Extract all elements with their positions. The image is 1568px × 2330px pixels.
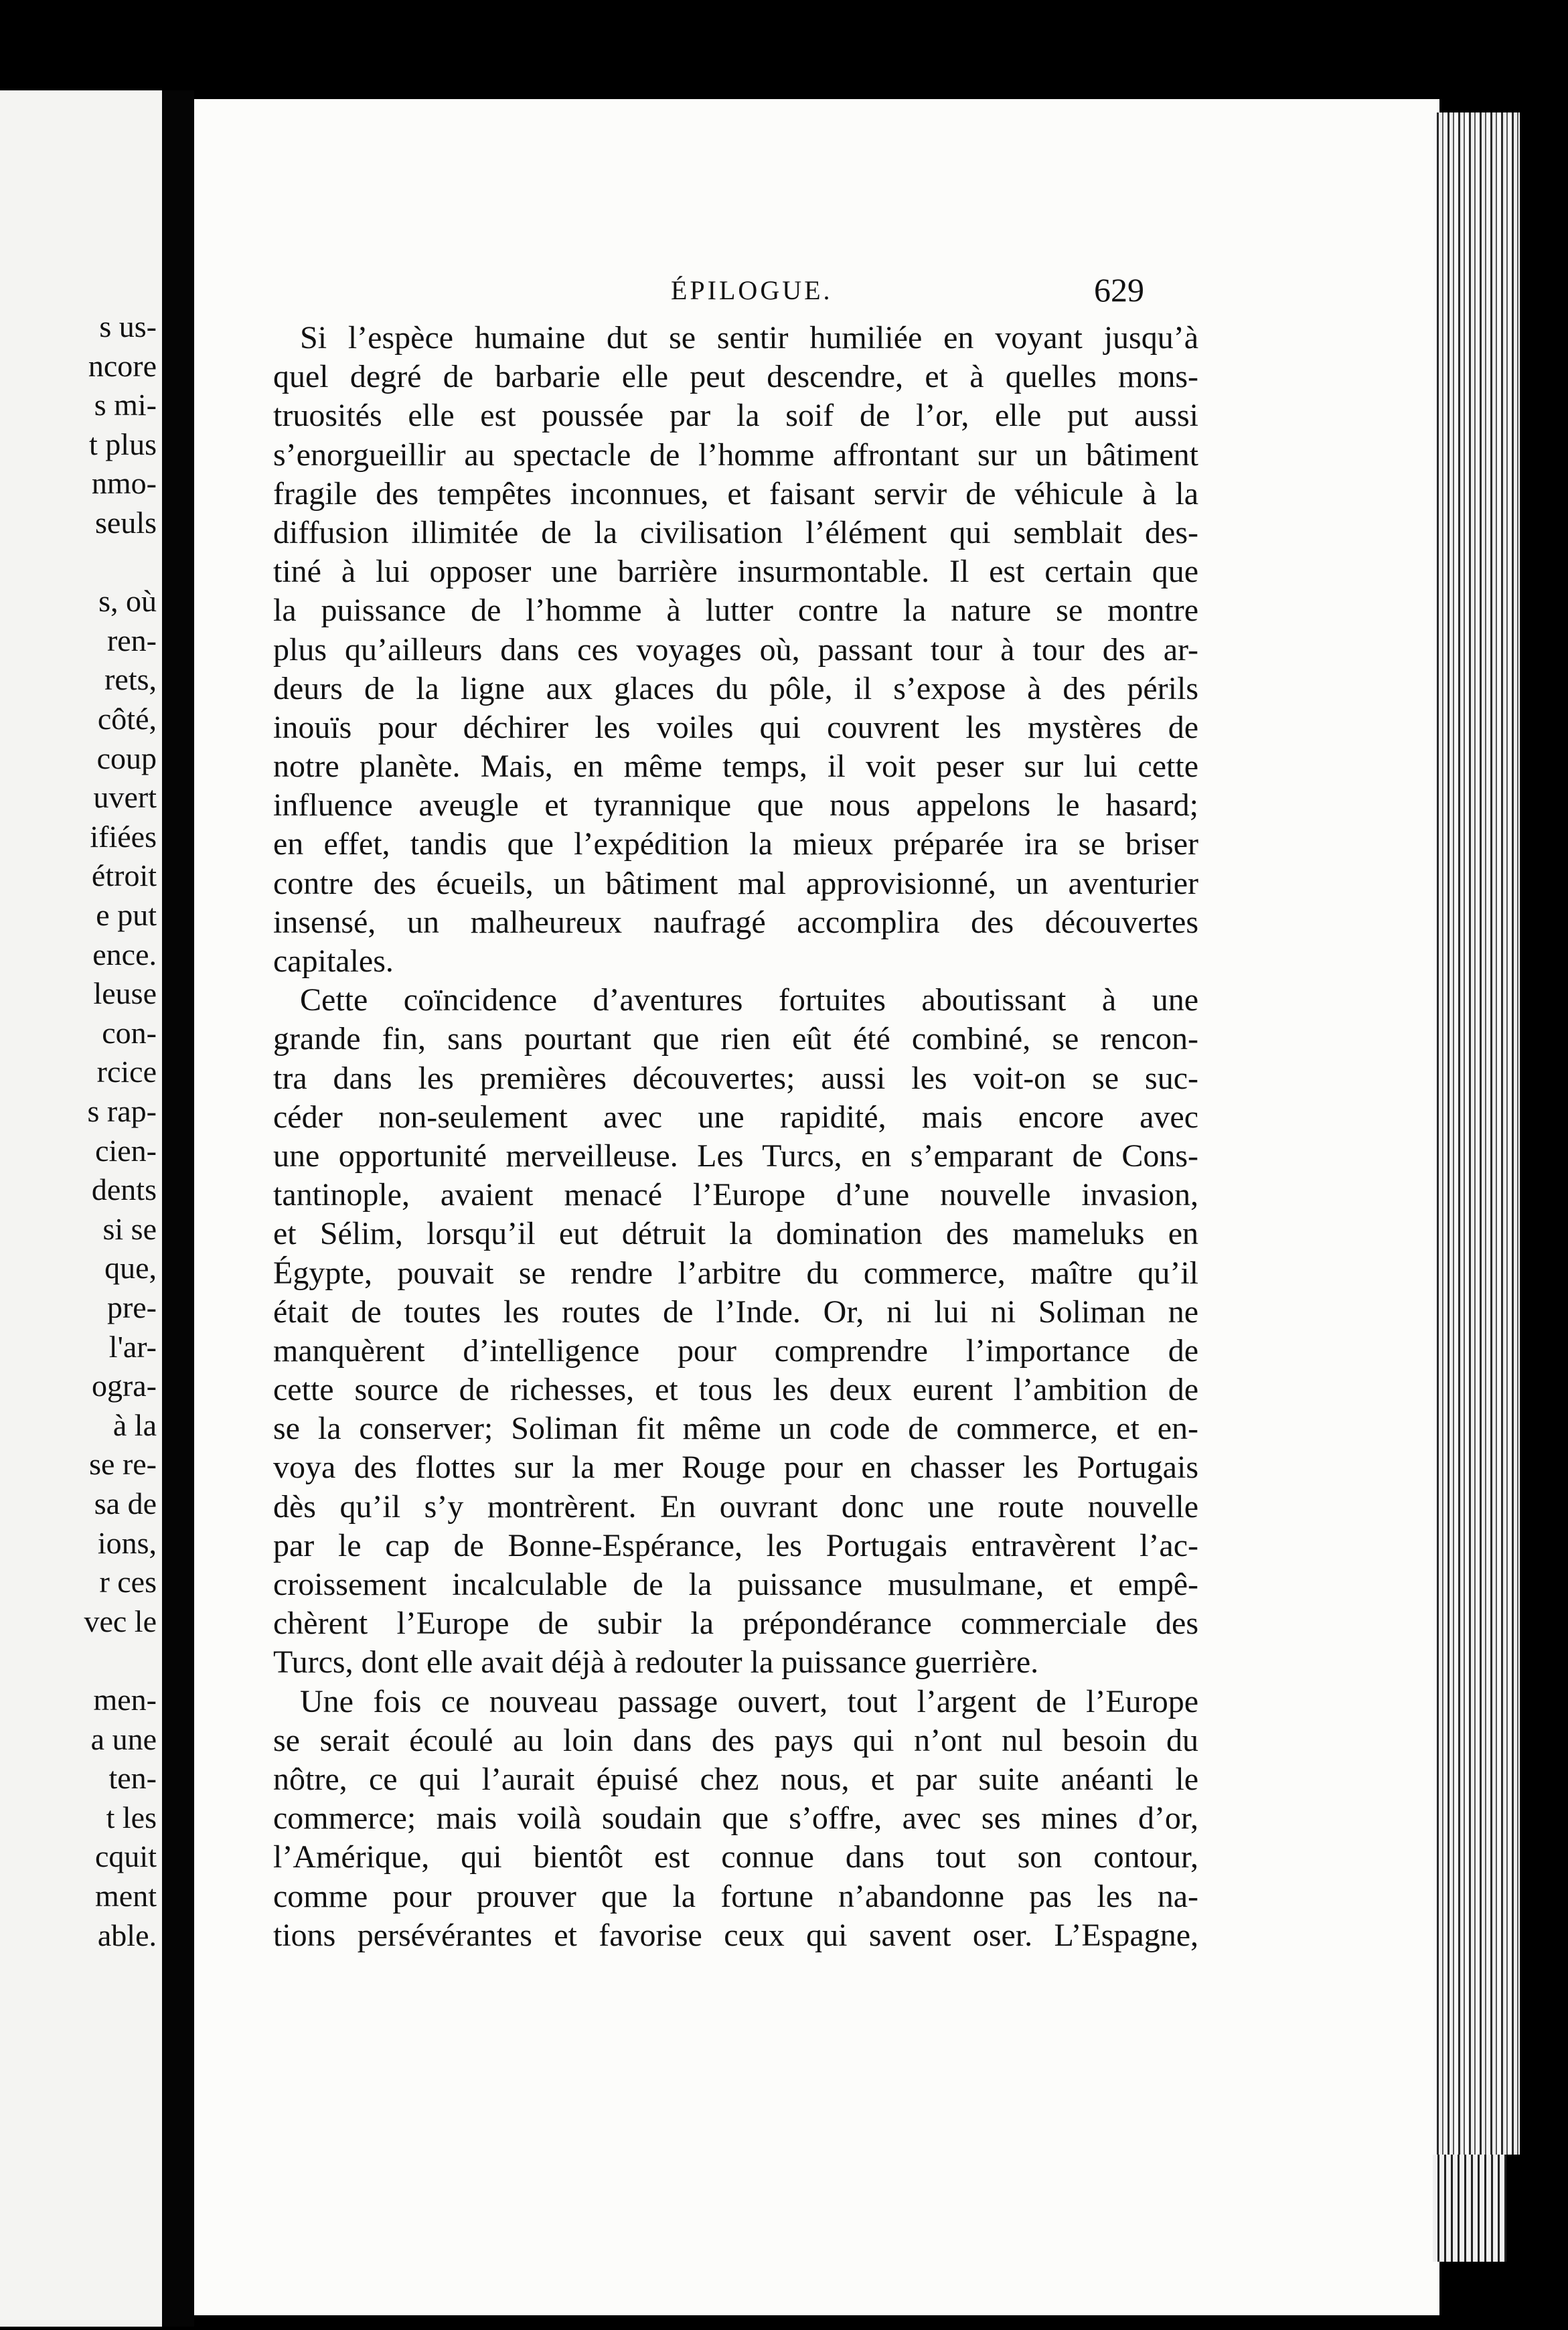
text-line: tions persévérantes et favorise ceux qui savent oser. L’Espagne,: [273, 1917, 1198, 1953]
previous-page-line: ncore: [88, 348, 157, 383]
previous-page-line: r ces: [99, 1565, 157, 1600]
text-line: insensé, un malheureux naufragé accomplira des découvertes: [273, 904, 1198, 940]
text-line: la puissance de l’homme à lutter contre la nature se montre: [273, 593, 1198, 629]
previous-page-line: con-: [102, 1015, 157, 1050]
previous-page-line: seuls: [95, 506, 157, 540]
previous-page-line: ten-: [108, 1761, 157, 1796]
previous-page-line: s rap-: [87, 1094, 157, 1128]
previous-page-line: sa de: [94, 1486, 157, 1521]
previous-page-line: rcice: [96, 1055, 157, 1089]
text-line: inouïs pour déchirer les voiles qui couvrent les mystères de: [273, 709, 1198, 745]
text-line: deurs de la ligne aux glaces du pôle, il s’expose à des périls: [273, 670, 1198, 706]
previous-page-line: que,: [104, 1251, 157, 1286]
previous-page-line: able.: [97, 1918, 157, 1952]
text-line: était de toutes les routes de l’Inde. Or, ni lui ni Soliman ne: [273, 1294, 1198, 1330]
text-line: Une fois ce nouveau passage ouvert, tout l’argent de l’Europe: [300, 1683, 1198, 1719]
previous-page-line: pre-: [106, 1290, 157, 1324]
previous-page-line: dents: [91, 1172, 157, 1207]
text-line: influence aveugle et tyrannique que nous appelons le hasard;: [273, 787, 1198, 824]
text-line: se serait écoulé au loin dans des pays qui n’ont nul besoin du: [273, 1722, 1198, 1758]
text-line: nôtre, ce qui l’aurait épuisé chez nous, et par suite anéanti le: [273, 1761, 1198, 1797]
text-line: croissement incalculable de la puissance musulmane, et empê-: [273, 1567, 1198, 1602]
previous-page-line: cquit: [95, 1839, 157, 1874]
previous-page-line: vec le: [84, 1604, 157, 1638]
previous-page-line: s, où: [98, 584, 157, 619]
previous-page-line: cien-: [95, 1133, 157, 1168]
paragraph-2: [273, 981, 1198, 1682]
text-line: Égypte, pouvait se rendre l’arbitre du commerce, maître qu’il: [273, 1255, 1198, 1291]
text-line: voya des flottes sur la mer Rouge pour en chasser les Portugais: [273, 1450, 1198, 1486]
text-line: Si l’espèce humaine dut se sentir humiliée en voyant jusqu’à: [300, 320, 1198, 356]
text-line: et Sélim, lorsqu’il eut détruit la domination des mameluks en: [273, 1216, 1198, 1252]
paragraph-3: [273, 1683, 1198, 1955]
previous-page-line: ions,: [97, 1525, 157, 1560]
book-page: [194, 99, 1439, 2315]
text-line: contre des écueils, un bâtiment mal approvisionné, un aventurier: [273, 865, 1198, 901]
text-line: grande fin, sans pourtant que rien eût été combiné, se rencon-: [273, 1021, 1198, 1057]
text-line: s’enorgueillir au spectacle de l’homme affrontant sur un bâtiment: [273, 437, 1198, 473]
book-gutter: [162, 90, 194, 2327]
text-line: une opportunité merveilleuse. Les Turcs, en s’emparant de Cons-: [273, 1138, 1198, 1174]
paragraph-1: [273, 319, 1198, 981]
previous-page-line: ren-: [106, 623, 157, 657]
previous-page-line: men-: [93, 1683, 157, 1717]
previous-page-line: si se: [102, 1211, 157, 1246]
text-line: tiné à lui opposer une barrière insurmontable. Il est certain que: [273, 554, 1198, 590]
previous-page-line: t plus: [89, 426, 157, 461]
text-line: en effet, tandis que l’expédition la mieux préparée ira se briser: [273, 826, 1198, 862]
previous-page-line: s mi-: [94, 388, 157, 422]
previous-page-line: côté,: [97, 702, 157, 736]
previous-page-line: ment: [95, 1879, 157, 1913]
previous-page-line: t les: [106, 1800, 157, 1835]
previous-page-line: se re-: [89, 1447, 157, 1482]
previous-page-line: ence.: [92, 937, 157, 972]
text-line: dès qu’il s’y montrèrent. En ouvrant donc une route nouvelle: [273, 1488, 1198, 1525]
text-line: l’Amérique, qui bientôt est connue dans tout son contour,: [273, 1839, 1198, 1875]
text-line: tra dans les premières découvertes; aussi les voit-on se suc-: [273, 1060, 1198, 1096]
previous-page-line: a une: [90, 1721, 157, 1756]
previous-page-line: rets,: [104, 662, 157, 697]
text-line: notre planète. Mais, en même temps, il voit peser sur lui cette: [273, 749, 1198, 785]
previous-page-line: coup: [96, 741, 157, 775]
running-title: ÉPILOGUE.: [671, 275, 833, 305]
previous-page-line: à la: [112, 1407, 157, 1442]
previous-page-line: leuse: [93, 976, 157, 1011]
previous-page-line: nmo-: [91, 466, 157, 501]
previous-page-line: ifiées: [90, 819, 157, 854]
text-line: quel degré de barbarie elle peut descendre, et à quelles mons-: [273, 359, 1198, 395]
page-stack-edge: [1433, 112, 1520, 2155]
text-line: Cette coïncidence d’aventures fortuites aboutissant à une: [300, 982, 1198, 1018]
previous-page-line: étroit: [91, 858, 157, 893]
previous-page-line: ogra-: [91, 1369, 157, 1403]
previous-page-line: e put: [96, 898, 157, 932]
text-line: Turcs, dont elle avait déjà à redouter la puissance guerrière.: [273, 1644, 1039, 1681]
text-line: fragile des tempêtes inconnues, et faisant servir de véhicule à la: [273, 475, 1198, 512]
text-line: commerce; mais voilà soudain que s’offre, avec ses mines d’or,: [273, 1800, 1198, 1837]
text-line: tantinople, avaient menacé l’Europe d’une nouvelle invasion,: [273, 1177, 1198, 1213]
text-line: chèrent l’Europe de subir la prépondérance commerciale des: [273, 1606, 1198, 1642]
previous-page-edge: [0, 90, 162, 2327]
text-line: manquèrent d’intelligence pour comprendre l’importance de: [273, 1332, 1198, 1369]
text-line: par le cap de Bonne-Espérance, les Portugais entravèrent l’ac-: [273, 1527, 1198, 1563]
text-line: comme pour prouver que la fortune n’abandonne pas les na-: [273, 1878, 1198, 1914]
text-line: se la conserver; Soliman fit même un code de commerce, et en-: [273, 1411, 1198, 1447]
page-number: 629: [1094, 271, 1144, 309]
text-line: truosités elle est poussée par la soif de l’or, elle put aussi: [273, 398, 1198, 434]
text-line: céder non-seulement avec une rapidité, mais encore avec: [273, 1099, 1198, 1135]
body-text: [273, 319, 1198, 1955]
text-line: plus qu’ailleurs dans ces voyages où, passant tour à tour des ar-: [273, 631, 1198, 668]
text-line: diffusion illimitée de la civilisation l’élément qui semblait des-: [273, 514, 1198, 550]
previous-page-line: l'ar-: [108, 1329, 157, 1364]
text-line: cette source de richesses, et tous les deux eurent l’ambition de: [273, 1372, 1198, 1408]
previous-page-line: s us-: [99, 309, 157, 343]
page-stack-edge-bottom: [1433, 2155, 1506, 2262]
previous-page-line: uvert: [93, 780, 157, 815]
text-line: capitales.: [273, 943, 394, 979]
